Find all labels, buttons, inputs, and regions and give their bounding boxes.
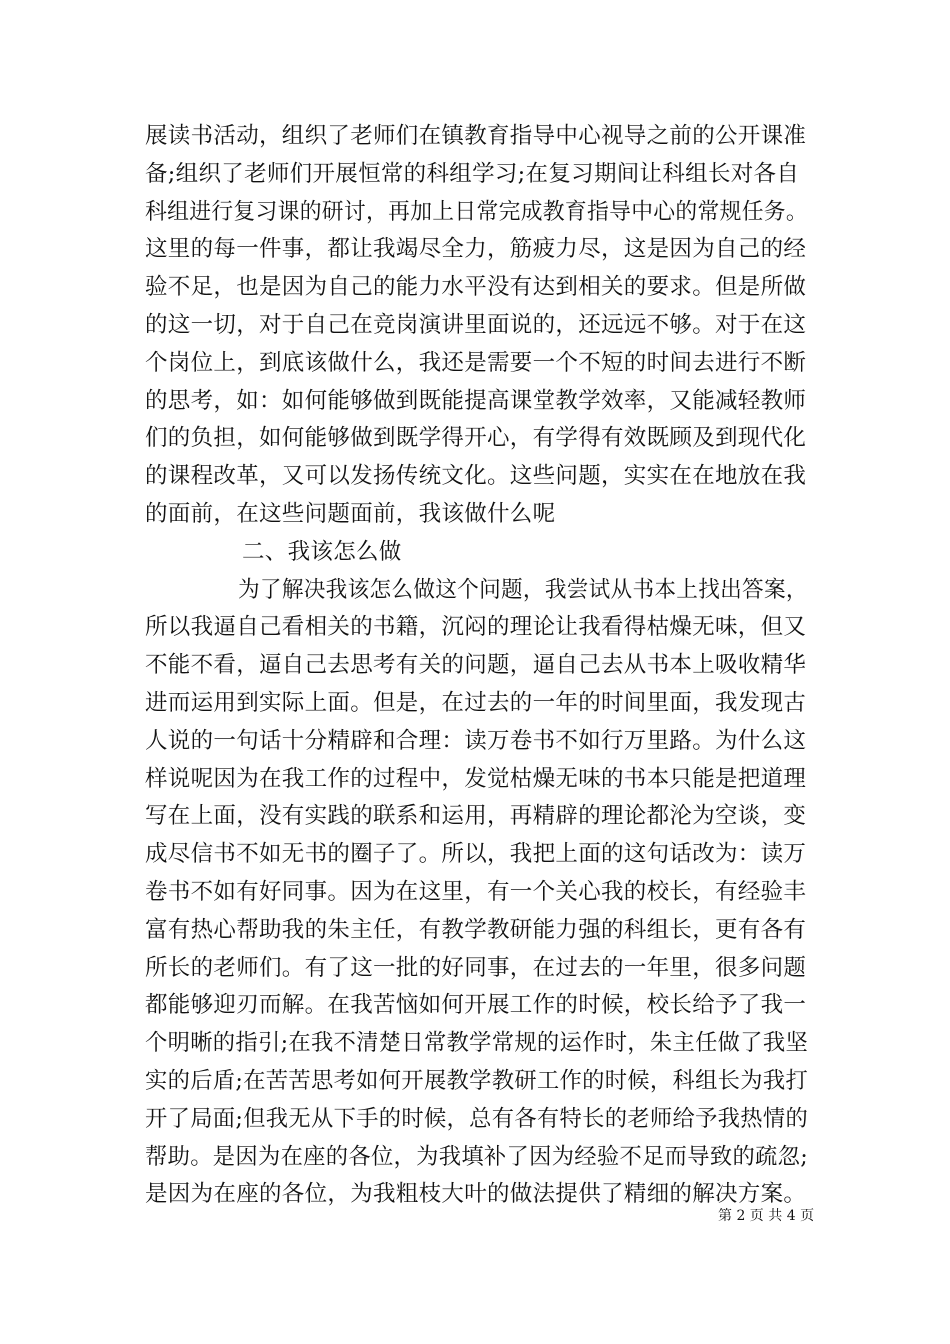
- body-line: 个明晰的指引;在我不清楚日常教学常规的运作时，朱主任做了我坚: [145, 1030, 809, 1056]
- body-line: 实的后盾;在苦苦思考如何开展教学教研工作的时候，科组长为我打: [145, 1068, 809, 1094]
- body-line: 为了解决我该怎么做这个问题，我尝试从书本上找出答案，: [238, 577, 808, 603]
- body-line: 个岗位上，到底该做什么，我还是需要一个不短的时间去进行不断: [145, 350, 807, 376]
- body-line: 开了局面;但我无从下手的时候，总有各有特长的老师给予我热情的: [145, 1106, 809, 1132]
- body-line: 验不足，也是因为自己的能力水平没有达到相关的要求。但是所做: [145, 274, 807, 300]
- body-line: 备;组织了老师们开展恒常的科组学习;在复习期间让科组长对各自: [145, 161, 800, 187]
- body-line: 成尽信书不如无书的圈子了。所以，我把上面的这句话改为：读万: [145, 841, 807, 867]
- body-line: 所长的老师们。有了这一批的好同事，在过去的一年里，很多问题: [145, 955, 807, 981]
- body-line: 进而运用到实际上面。但是，在过去的一年的时间里面，我发现古: [145, 690, 807, 716]
- body-line: 都能够迎刃而解。在我苦恼如何开展工作的时候，校长给予了我一: [145, 992, 807, 1018]
- body-line: 的课程改革，又可以发扬传统文化。这些问题，实实在在地放在我: [145, 463, 807, 489]
- body-line: 是因为在座的各位，为我粗枝大叶的做法提供了精细的解决方案。: [145, 1181, 807, 1207]
- page-number: 第 2 页 共 4 页: [718, 1208, 815, 1224]
- body-line: 的思考，如：如何能够做到既能提高课堂教学效率，又能减轻教师: [145, 388, 807, 414]
- body-line: 这里的每一件事，都让我竭尽全力，筋疲力尽，这是因为自己的经: [145, 236, 807, 262]
- body-line: 人说的一句话十分精辟和合理：读万卷书不如行万里路。为什么这: [145, 728, 807, 754]
- section-heading: 二、我该怎么做: [242, 539, 402, 565]
- body-line: 的这一切，对于自己在竞岗演讲里面说的，还远远不够。对于在这: [145, 312, 807, 338]
- body-line: 的面前，在这些问题面前，我该做什么呢: [145, 501, 556, 527]
- body-line: 们的负担，如何能够做到既学得开心，有学得有效既顾及到现代化: [145, 425, 807, 451]
- body-line: 不能不看，逼自己去思考有关的问题，逼自己去从书本上吸收精华: [145, 652, 807, 678]
- body-line: 卷书不如有好同事。因为在这里，有一个关心我的校长，有经验丰: [145, 879, 807, 905]
- body-line: 写在上面，没有实践的联系和运用，再精辟的理论都沦为空谈，变: [145, 803, 807, 829]
- body-line: 样说呢因为在我工作的过程中，发觉枯燥无味的书本只能是把道理: [145, 766, 807, 792]
- body-line: 所以我逼自己看相关的书籍，沉闷的理论让我看得枯燥无味，但又: [145, 614, 807, 640]
- body-line: 展读书活动，组织了老师们在镇教育指导中心视导之前的公开课准: [145, 123, 807, 149]
- body-line: 科组进行复习课的研讨，再加上日常完成教育指导中心的常规任务。: [145, 199, 809, 225]
- body-line: 富有热心帮助我的朱主任，有教学教研能力强的科组长，更有各有: [145, 917, 807, 943]
- body-line: 帮助。是因为在座的各位，为我填补了因为经验不足而导致的疏忽;: [145, 1144, 809, 1170]
